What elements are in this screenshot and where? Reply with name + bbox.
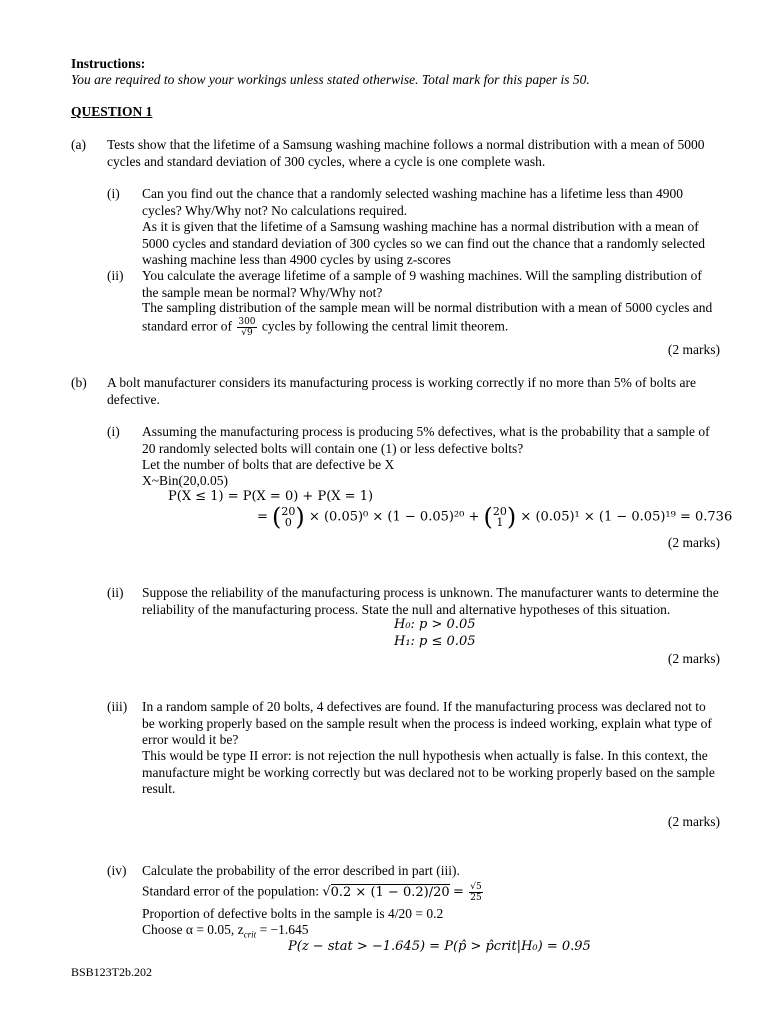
instructions-heading: Instructions: [71,56,146,71]
error-probability-equation: P(z − stat > −1.645) = P(p̂ > p̂crit|H₀) = 0.95 [288,939,591,954]
standard-error-line: Standard error of the population: √0.2 × (1 − 0.2)/20 = $\frac{√5}{25}$ [142,882,482,903]
alpha-critical-line: Choose α = 0.05, $z_{crit} = -1.645$ [142,922,309,940]
part-b-text: A bolt manufacturer considers its manufacturing process is working correctly if no more than 5% of bolts are defective. [107,375,696,407]
part-b-ii-marks: (2 marks) [667,651,720,666]
question-title: QUESTION 1 [71,104,153,119]
sample-proportion-line: Proportion of defective bolts in the sample is 4/20 = 0.2 [142,906,444,921]
part-a-i-label: (i) [107,186,120,201]
binomial-coefficient-20-0: 20 0 [281,505,296,529]
part-b-i-line2: X~Bin(20,0.05) [142,473,229,488]
part-a-ii-answer-line1: The sampling distribution of the sample mean will be normal distribution with a mean of 5000 cycles and [142,300,713,315]
part-b-iii-question: In a random sample of 20 bolts, 4 defectives are found. If the manufacturing process was declared not to be working properly based on the sample result when the process is indeed working, explain what type of error would it be? [142,699,712,747]
sigma-over-root-n-fraction: $\frac{300}{√9}$ [238,317,256,338]
part-a-ii-answer-line2 [142,317,508,338]
part-b-iv-label: (iv) [107,863,127,878]
part-b-label: (b) [71,375,87,390]
part-b-i-marks: (2 marks) [667,535,720,550]
part-a-ii-question: You calculate the average lifetime of a sample of 9 washing machines. Will the sampling distribution of the sample mean be normal? Why/Why not? [142,268,702,300]
part-b-i-question: Assuming the manufacturing process is producing 5% defectives, what is the probability that a sample of 20 randomly selected bolts will contain one (1) or less defective bolts? [142,424,710,456]
part-b-i-line1: Let the number of bolts that are defective be X [142,457,395,472]
part-a-label: (a) [71,137,86,152]
part-a-i-answer: As it is given that the lifetime of a Samsung washing machine has a normal distribution with a mean of 5000 cycles and standard deviation of 300 cycles so we can find out the chance that a randomly selected washing machine less than 4900 cycles by using z-scores [142,219,706,267]
part-b-iv-question: Calculate the probability of the error described in part (iii). [142,863,460,878]
part-a-marks: (2 marks) [667,342,720,357]
part-b-iii-marks: (2 marks) [667,814,720,829]
part-a-i-question: Can you find out the chance that a randomly selected washing machine has a lifetime less than 4900 cycles? Why/Why not? No calculations required. [142,186,683,218]
part-b-ii-label: (ii) [107,585,124,600]
clt-text: cycles by following the central limit theorem. [261,318,509,334]
standard-error-fraction: $\frac{√5}{25}$ [470,882,482,903]
instructions-text: You are required to show your workings unless stated otherwise. Total mark for this paper is 50. [71,72,590,87]
footer-code: BSB123T2b.202 [71,965,153,979]
part-b-iii-label: (iii) [107,699,128,714]
null-hypothesis: H₀: p > 0.05 [394,617,476,632]
standard-error-text: standard error of [142,318,232,334]
part-b-i-label: (i) [107,424,120,439]
probability-equation-1: P(X ≤ 1) = P(X = 0) + P(X = 1) [168,489,374,504]
part-b-iii-answer: This would be type II error: is not rejection the null hypothesis when actually is false. In this context, the manufacture might be working correctly but was declared not to be working properly based on the sample result. [142,748,715,796]
part-b-ii-question: Suppose the reliability of the manufacturing process is unknown. The manufacturer wants to determine the reliability of the manufacturing process. State the null and alternative hypotheses of this situation. [142,585,719,617]
square-root-expression: √0.2 × (1 − 0.2)/20 [322,884,450,900]
part-a-ii-label: (ii) [107,268,124,283]
alternative-hypothesis: H₁: p ≤ 0.05 [394,634,476,649]
binomial-coefficient-20-1: 20 1 [492,505,507,529]
part-a-text: Tests show that the lifetime of a Samsung washing machine follows a normal distribution with a mean of 5000 cycles and standard deviation of 300 cycles, where a cycle is one complete wash. [107,137,705,169]
probability-equation-2: = ( 20 0 ) × (0.05)⁰ × (1 − 0.05)²⁰ + ( 20 1 ) × (0.05)¹ × (1 − 0.05)¹⁹ = 0.736 [257,503,733,531]
